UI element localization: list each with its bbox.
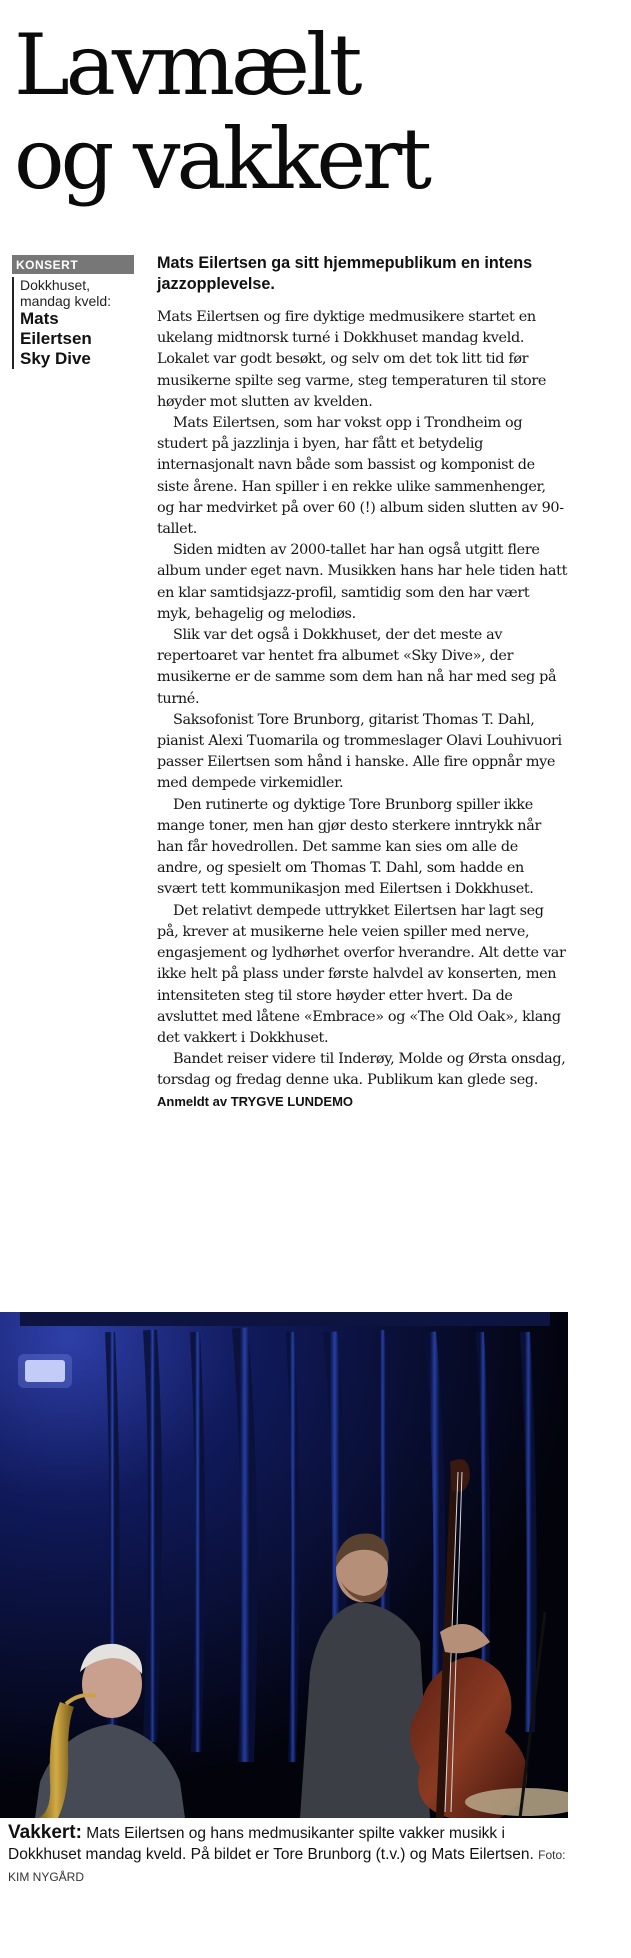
body-paragraph: Bandet reiser videre til Inderøy, Molde og Ørsta onsdag, torsdag og fredag denne uka. Publikum kan glede seg. <box>157 1051 566 1089</box>
info-box-body <box>12 277 134 369</box>
concert-photo <box>0 1312 568 1818</box>
article <box>157 253 567 1111</box>
body-paragraph: Mats Eilertsen og fire dyktige medmusikere startet en ukelang midtnorsk turné i Dokkhuset mandag kveld. Lokalet var godt besøkt, og selv om det tok litt tid før musikerne spilte seg varme, steg temperaturen til store høyder mot slutten av kvelden. <box>157 309 547 410</box>
photo-credit: Foto: KIM NYGÅRD <box>8 1848 566 1884</box>
article-body <box>157 307 567 1092</box>
body-paragraph: Siden midten av 2000-tallet har han også utgitt flere album under eget navn. Musikken hans har hele tiden hatt en klar samtidsjazz-profil, samtidig som den har vært myk, behagelig og melodiøs. <box>157 542 568 622</box>
byline-author: TRYGVE LUNDEMO <box>230 1093 354 1109</box>
byline <box>157 1093 567 1111</box>
body-paragraph: Slik var det også i Dokkhuset, der det meste av repertoaret var hentet fra albumet «Sky Dive», der musikerne er de samme som dem han nå har med seg på turné. <box>157 627 557 707</box>
headline-line-2: og vakkert <box>14 110 429 208</box>
concert-photo-illustration <box>0 1312 568 1818</box>
caption-label: Vakkert: <box>8 1822 82 1843</box>
headline <box>14 18 614 206</box>
body-paragraph: Saksofonist Tore Brunborg, gitarist Thomas T. Dahl, pianist Alexi Tuomarila og trommeslager Olavi Louhivuori passer Eilertsen som hånd i hanske. Alle fire oppnår mye med dempede virkemidler. <box>157 711 562 792</box>
act-name-first: Mats <box>20 309 59 328</box>
day: mandag kveld: <box>20 293 112 309</box>
lead-paragraph: Mats Eilertsen ga sitt hjemmepublikum en intens jazzopplevelse. <box>157 254 533 293</box>
venue: Dokkhuset, <box>20 277 91 293</box>
body-paragraph: Den rutinerte og dyktige Tore Brunborg spiller ikke mange toner, men han gjør desto sterkere inntrykk når han får hovedrollen. Det samme kan sies om alle de andre, og spesielt om Thomas T. Dahl, som hadde en svært tett kommunikasjon med Eilertsen i Dokkhuset. <box>157 796 541 898</box>
headline-line-1: Lavmælt <box>14 16 359 114</box>
act-name-last: Eilertsen <box>20 329 92 348</box>
byline-prefix: Anmeldt av <box>157 1093 228 1109</box>
caption-text: Mats Eilertsen og hans medmusikanter spilte vakker musikk i Dokkhuset mandag kveld. På bildet er Tore Brunborg (t.v.) og Mats Eilertsen. <box>8 1825 534 1863</box>
body-paragraph: Mats Eilertsen, som har vokst opp i Trondheim og studert på jazzlinja i byen, har fått et betydelig internasjonalt navn både som bassist og komponist de siste årene. Han spiller i en rekke ulike sammenhenger, og har medvirket på over 60 (!) album siden slutten av 90-tallet. <box>157 415 564 538</box>
album-name: Sky Dive <box>20 349 91 368</box>
body-paragraph: Det relativt dempede uttrykket Eilertsen har lagt seg på, krever at musikerne hele veien spiller med nerve, engasjement og lydhørhet overfor hverandre. Alt dette var ikke helt på plass under første halvdel av konserten, men intensiteten steg til store høyder etter hvert. Da de avsluttet med låtene «Embrace» og «The Old Oak», klang det vakkert i Dokkhuset. <box>157 902 566 1046</box>
info-box <box>12 255 134 369</box>
photo-caption <box>8 1822 568 1888</box>
kicker-label: KONSERT <box>12 255 134 274</box>
